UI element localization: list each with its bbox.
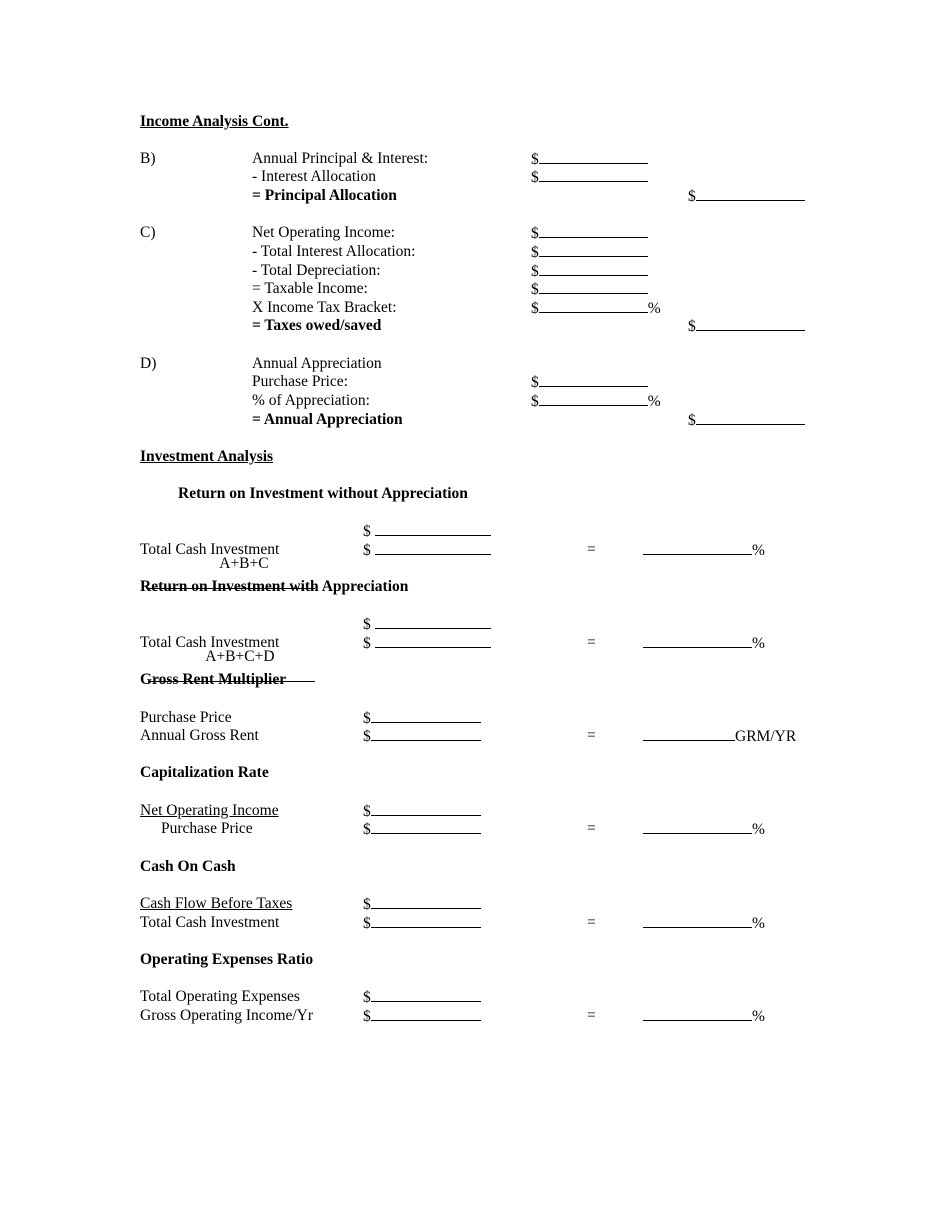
op-ex-ratio-denominator-field[interactable]: $ <box>363 1007 481 1026</box>
grm-denominator-field[interactable]: $ <box>363 727 481 746</box>
roi-without-denominator-field[interactable]: $ <box>363 541 491 560</box>
grm-title: Gross Rent Multiplier <box>140 671 287 688</box>
income-tax-bracket-label: X Income Tax Bracket: <box>252 299 397 316</box>
cash-on-cash-denominator-field[interactable]: $ <box>363 914 481 933</box>
cap-rate-denominator: Purchase Price <box>161 820 253 837</box>
annual-appreciation-field[interactable]: $ <box>688 411 805 430</box>
percent-appreciation-label: % of Appreciation: <box>252 392 370 409</box>
cap-rate-numerator-field[interactable]: $ <box>363 802 481 821</box>
principal-allocation-label: = Principal Allocation <box>252 187 397 204</box>
op-ex-ratio-numerator: Total Operating Expenses <box>140 988 300 1005</box>
total-depreciation-label: - Total Depreciation: <box>252 262 381 279</box>
total-interest-allocation-label: - Total Interest Allocation: <box>252 243 416 260</box>
op-ex-ratio-equals: = <box>587 1007 596 1024</box>
annual-principal-interest-label: Annual Principal & Interest: <box>252 150 429 167</box>
section-title-income-analysis: Income Analysis Cont. <box>140 113 289 130</box>
cash-on-cash-denominator: Total Cash Investment <box>140 914 280 931</box>
total-interest-allocation-field[interactable]: $ <box>531 243 648 262</box>
roi-without-equals: = <box>587 541 596 558</box>
purchase-price-field[interactable]: $ <box>531 373 648 392</box>
cash-on-cash-numerator-field[interactable]: $ <box>363 895 481 914</box>
section-title-investment-analysis: Investment Analysis <box>140 448 274 465</box>
cash-on-cash-result-field[interactable]: % <box>643 914 765 933</box>
cash-on-cash-equals: = <box>587 914 596 931</box>
taxes-owed-saved-label: = Taxes owed/saved <box>252 317 382 334</box>
taxable-income-label: = Taxable Income: <box>252 280 368 297</box>
section-c-label: C) <box>140 224 156 241</box>
roi-with-appreciation-title: Return on Investment with Appreciation <box>140 578 409 595</box>
op-ex-ratio-title: Operating Expenses Ratio <box>140 951 314 968</box>
taxes-owed-saved-field[interactable]: $ <box>688 317 805 336</box>
section-b-label: B) <box>140 150 156 167</box>
roi-with-numerator: A+B+C+D <box>140 615 315 682</box>
roi-without-numerator-field[interactable]: $ <box>363 522 491 541</box>
roi-with-denominator: Total Cash Investment <box>140 634 280 651</box>
op-ex-ratio-result-field[interactable]: % <box>643 1007 765 1026</box>
total-depreciation-field[interactable]: $ <box>531 262 648 281</box>
grm-numerator-field[interactable]: $ <box>363 709 481 728</box>
cap-rate-result-field[interactable]: % <box>643 820 765 839</box>
annual-principal-interest-field[interactable]: $ <box>531 150 648 169</box>
taxable-income-field[interactable]: $ <box>531 280 648 299</box>
roi-without-denominator: Total Cash Investment <box>140 541 280 558</box>
percent-appreciation-field[interactable]: $ % <box>531 393 661 410</box>
cap-rate-denominator-field[interactable]: $ <box>363 820 481 839</box>
roi-without-appreciation-title: Return on Investment without Appreciation <box>178 485 468 502</box>
cap-rate-equals: = <box>587 820 596 837</box>
op-ex-ratio-denominator: Gross Operating Income/Yr <box>140 1007 314 1024</box>
grm-equals: = <box>587 727 596 744</box>
cap-rate-numerator: Net Operating Income <box>140 802 279 819</box>
interest-allocation-field[interactable]: $ <box>531 168 648 187</box>
cap-rate-title: Capitalization Rate <box>140 764 269 781</box>
net-operating-income-label: Net Operating Income: <box>252 224 395 241</box>
roi-with-result-field[interactable]: % <box>643 634 765 653</box>
roi-without-numerator: A+B+C <box>140 522 315 589</box>
annual-appreciation-label: = Annual Appreciation <box>252 411 403 428</box>
roi-with-equals: = <box>587 634 596 651</box>
net-operating-income-field[interactable]: $ <box>531 224 648 243</box>
roi-with-numerator-field[interactable]: $ <box>363 615 491 634</box>
cash-on-cash-title: Cash On Cash <box>140 858 236 875</box>
section-d-label: D) <box>140 355 157 372</box>
roi-without-result-field[interactable]: % <box>643 541 765 560</box>
cash-on-cash-numerator: Cash Flow Before Taxes <box>140 895 293 912</box>
grm-denominator: Annual Gross Rent <box>140 727 259 744</box>
grm-numerator: Purchase Price <box>140 709 232 726</box>
annual-appreciation-heading: Annual Appreciation <box>252 355 382 372</box>
principal-allocation-field[interactable]: $ <box>688 187 805 206</box>
purchase-price-label: Purchase Price: <box>252 373 348 390</box>
interest-allocation-label: - Interest Allocation <box>252 168 376 185</box>
income-tax-bracket-field[interactable]: $ % <box>531 300 661 317</box>
op-ex-ratio-numerator-field[interactable]: $ <box>363 988 481 1007</box>
grm-result-field[interactable]: GRM/YR <box>643 727 796 746</box>
roi-with-denominator-field[interactable]: $ <box>363 634 491 653</box>
